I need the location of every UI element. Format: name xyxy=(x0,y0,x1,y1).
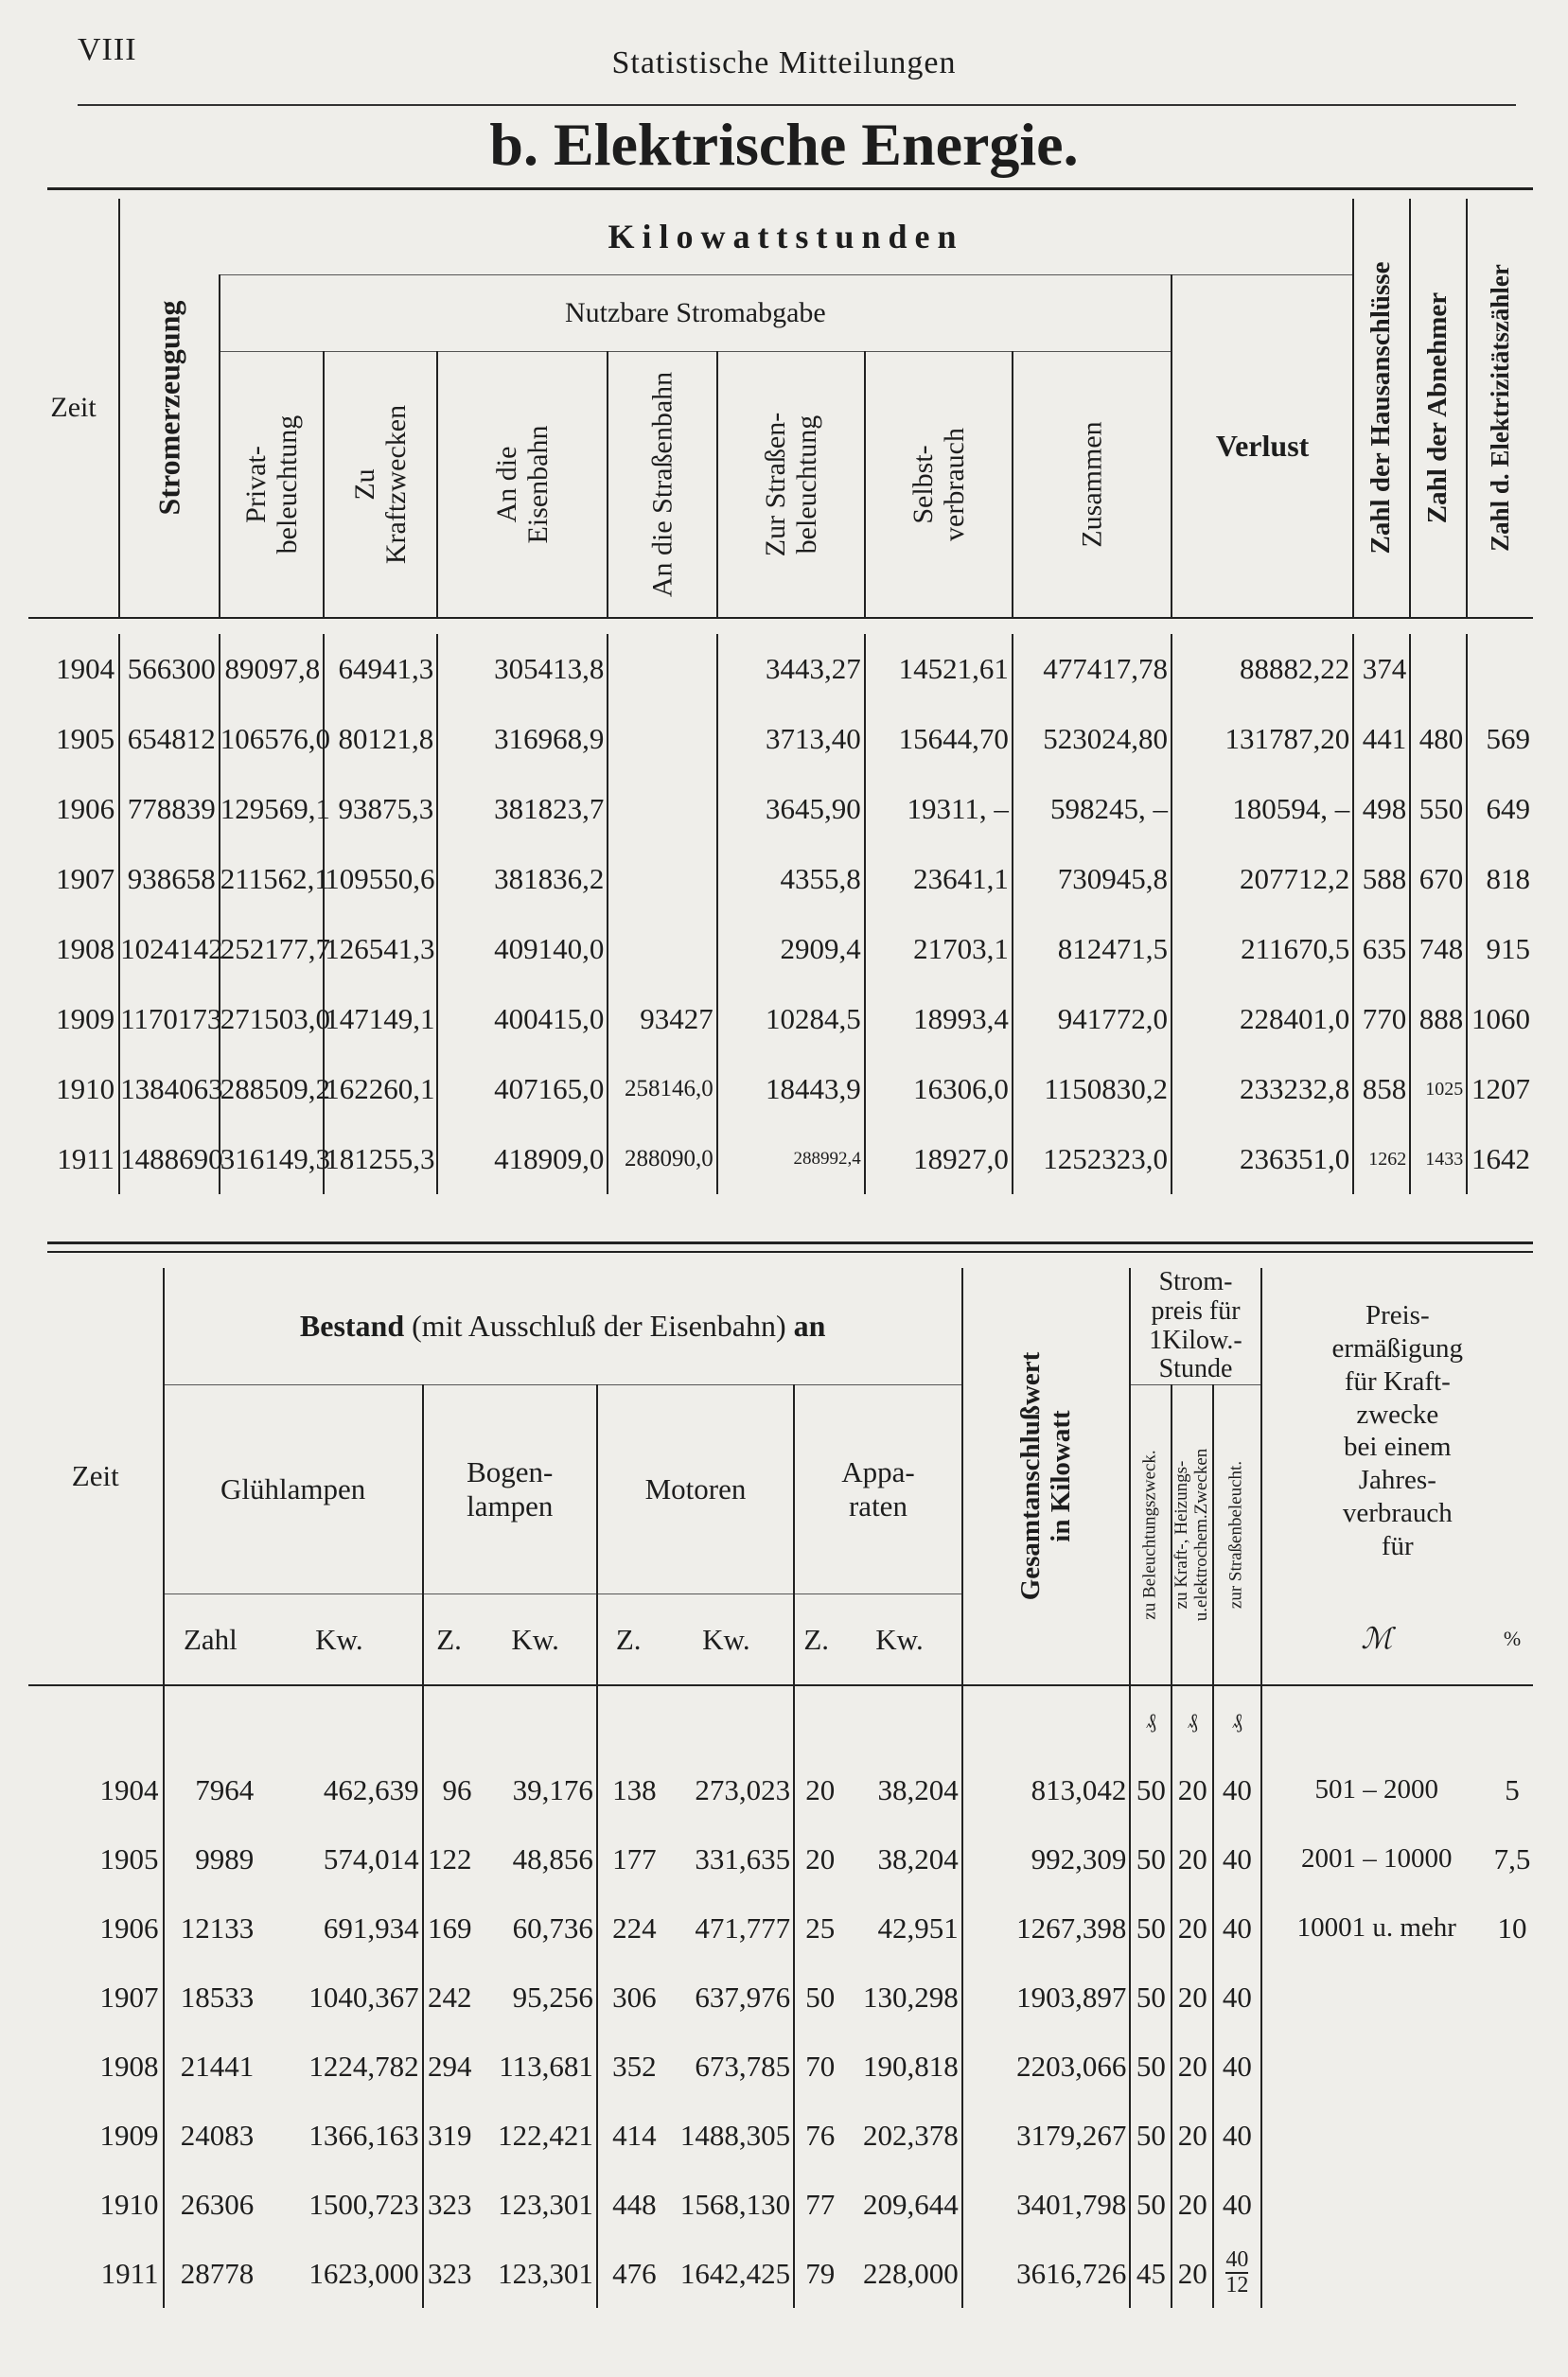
cell-m_z: 138 xyxy=(597,1755,660,1824)
cell-b_z: 294 xyxy=(423,2032,475,2101)
col-selbstverbrauch-header: Selbst- verbrauch xyxy=(865,352,1013,619)
cell-a_kw: 209,644 xyxy=(863,2187,959,2221)
cell-p_str: 40 xyxy=(1213,1893,1260,1963)
cell-verlust: 207712,2 xyxy=(1172,844,1353,914)
cell-strassenbel: 3645,90 xyxy=(717,774,865,844)
cell-privat: 316149,3 xyxy=(220,1124,324,1194)
table-row xyxy=(28,2032,1533,2101)
cell-strassenbahn: 288090,0 xyxy=(608,1124,716,1194)
cell-g_kw: 1623,000 xyxy=(308,2256,419,2290)
cell-m_z: 352 xyxy=(597,2032,660,2101)
cell-a_kw: 38,204 xyxy=(877,1841,959,1875)
cell-m_kw: 1488,305 xyxy=(679,2118,791,2152)
col-strassenbahn-header: An die Straßenbahn xyxy=(608,352,716,619)
cell-privat: 252177,7 xyxy=(220,914,324,984)
cell-gesamt: 813,042 xyxy=(962,1755,1131,1824)
cell-strassenbahn xyxy=(608,634,716,704)
cell-erzeugung: 1024142 xyxy=(119,914,220,984)
cell-gesamt: 3401,798 xyxy=(962,2170,1131,2239)
cell-haus: 498 xyxy=(1353,774,1410,844)
cell-g_zahl: 21441 xyxy=(164,2032,257,2101)
cell-b_z: 323 xyxy=(423,2170,475,2239)
inventory-table xyxy=(28,1268,1533,2308)
cell-a_z: 20 xyxy=(794,1755,837,1824)
cell-abnehmer: 480 xyxy=(1410,704,1467,774)
cell-strassenbahn xyxy=(608,704,716,774)
cell-year: 1906 xyxy=(99,1910,159,1945)
section-title: b. Elektrische Energie. xyxy=(489,111,1079,178)
col-kraft-header: Zu Kraftzwecken xyxy=(324,352,437,619)
cell-kraft: 80121,8 xyxy=(324,704,437,774)
table-row xyxy=(28,914,1533,984)
cell-m_kw: 673,785 xyxy=(695,2049,791,2083)
cell-erzeugung: 1384063 xyxy=(119,1054,220,1124)
cell-m_kw: 637,976 xyxy=(695,1980,791,2014)
cell-m_z: 414 xyxy=(597,2101,660,2170)
cell-kraft: 162260,1 xyxy=(324,1054,437,1124)
cell-p_bel: 50 xyxy=(1130,2101,1172,2170)
cell-p_kraft: 20 xyxy=(1172,1893,1213,1963)
cell-pct xyxy=(1491,2239,1533,2308)
cell-strassenbahn xyxy=(608,914,716,984)
cell-a_z: 25 xyxy=(794,1893,837,1963)
sub-z-header: Z. xyxy=(423,1594,475,1686)
cell-m_z: 306 xyxy=(597,1963,660,2032)
cell-year: 1910 xyxy=(99,2187,159,2221)
cell-verlust: 236351,0 xyxy=(1172,1124,1353,1194)
cell-p_bel: 50 xyxy=(1130,1963,1172,2032)
cell-selbst: 21703,1 xyxy=(865,914,1013,984)
table-row xyxy=(28,2101,1533,2170)
col-stromerzeugung-header: Stromerzeugung xyxy=(119,199,220,618)
sub-kraft-header: zu Kraft-, Heizungs- u.elektrochem.Zwecken xyxy=(1172,1385,1213,1686)
cell-zaehler xyxy=(1467,634,1533,704)
table-separator-rule-thin xyxy=(47,1251,1533,1253)
cell-haus: 588 xyxy=(1353,844,1410,914)
cell-b_kw: 39,176 xyxy=(512,1772,593,1806)
cell-strassenbel: 2909,4 xyxy=(717,914,865,984)
cell-strassenbel: 18443,9 xyxy=(717,1054,865,1124)
cell-a_kw: 38,204 xyxy=(877,1772,959,1806)
cell-a_z: 77 xyxy=(794,2170,837,2239)
cell-p_bel: 45 xyxy=(1130,2239,1172,2308)
sub-kw-header: Kw. xyxy=(837,1594,962,1686)
cell-range: 501 – 2000 xyxy=(1261,1755,1491,1824)
cell-year: 1908 xyxy=(99,2049,159,2083)
cell-strassenbel: 3713,40 xyxy=(717,704,865,774)
table-row xyxy=(28,634,1533,704)
cell-g_zahl: 7964 xyxy=(164,1755,257,1824)
cell-year: 1911 xyxy=(57,1142,115,1175)
unit-percent-header: % xyxy=(1491,1594,1533,1686)
cell-eisenbahn: 305413,8 xyxy=(437,634,608,704)
cell-pct: 7,5 xyxy=(1493,1841,1531,1875)
cell-privat: 89097,8 xyxy=(220,634,324,704)
cell-strassenbahn: 93427 xyxy=(608,984,716,1054)
table-row xyxy=(28,1054,1533,1124)
sub-kw-header: Kw. xyxy=(256,1594,422,1686)
cell-erzeugung: 654812 xyxy=(119,704,220,774)
cell-kraft: 64941,3 xyxy=(324,634,437,704)
cell-p_str: 40 xyxy=(1213,2032,1260,2101)
energy-table xyxy=(28,199,1533,1194)
cell-gesamt: 1267,398 xyxy=(962,1893,1131,1963)
cell-p_str-fraction xyxy=(1213,2239,1260,2308)
cell-privat: 106576,0 xyxy=(220,704,324,774)
cell-selbst: 14521,61 xyxy=(865,634,1013,704)
cell-zaehler: 818 xyxy=(1467,844,1533,914)
cell-year: 1908 xyxy=(56,932,115,965)
cell-eisenbahn: 407165,0 xyxy=(437,1054,608,1124)
cell-m_kw: 471,777 xyxy=(695,1910,791,1945)
cell-strassenbahn xyxy=(608,774,716,844)
cell-eisenbahn: 381823,7 xyxy=(437,774,608,844)
cell-privat: 129569,1 xyxy=(220,774,324,844)
group-nutzbare-stromabgabe: Nutzbare Stromabgabe xyxy=(220,275,1172,352)
cell-verlust: 131787,20 xyxy=(1172,704,1353,774)
cell-abnehmer: 1433 xyxy=(1410,1124,1467,1194)
cell-m_z: 224 xyxy=(597,1893,660,1963)
table-row xyxy=(28,1963,1533,2032)
cell-year: 1907 xyxy=(56,862,115,895)
cell-erzeugung: 778839 xyxy=(119,774,220,844)
cell-range xyxy=(1261,2170,1491,2239)
cell-g_zahl: 9989 xyxy=(164,1824,257,1893)
unit-pf: ₰ xyxy=(1172,1685,1213,1755)
cell-eisenbahn: 418909,0 xyxy=(437,1124,608,1194)
cell-erzeugung: 566300 xyxy=(119,634,220,704)
cell-zaehler: 649 xyxy=(1467,774,1533,844)
cell-g_zahl: 26306 xyxy=(164,2170,257,2239)
cell-m_kw: 1568,130 xyxy=(679,2187,791,2221)
cell-m_z: 177 xyxy=(597,1824,660,1893)
cell-a_kw: 130,298 xyxy=(863,1980,959,2014)
cell-year: 1904 xyxy=(56,652,115,685)
cell-p_bel: 50 xyxy=(1130,1755,1172,1824)
cell-selbst: 18993,4 xyxy=(865,984,1013,1054)
cell-strassenbahn: 258146,0 xyxy=(608,1054,716,1124)
group-kilowattstunden: Kilowattstunden xyxy=(220,199,1353,275)
cell-m_z: 476 xyxy=(597,2239,660,2308)
cell-year: 1906 xyxy=(56,792,115,825)
cell-kraft: 181255,3 xyxy=(324,1124,437,1194)
cell-p_str: 40 xyxy=(1213,2101,1260,2170)
cell-year: 1905 xyxy=(99,1841,159,1875)
sub-strassen-header: zur Straßenbeleucht. xyxy=(1213,1385,1260,1686)
table-row xyxy=(28,1124,1533,1194)
cell-a_z: 50 xyxy=(794,1963,837,2032)
table-row xyxy=(28,1893,1533,1963)
cell-a_kw: 202,378 xyxy=(863,2118,959,2152)
cell-range xyxy=(1261,2239,1491,2308)
col-privat-header: Privat- beleuchtung xyxy=(220,352,324,619)
cell-m_kw: 273,023 xyxy=(695,1772,791,1806)
cell-abnehmer: 670 xyxy=(1410,844,1467,914)
cell-p_str: 40 xyxy=(1213,1755,1260,1824)
cell-haus: 770 xyxy=(1353,984,1410,1054)
cell-p_bel: 50 xyxy=(1130,1824,1172,1893)
sub-kw-header: Kw. xyxy=(660,1594,795,1686)
table-separator-rule xyxy=(47,1241,1533,1244)
cell-haus: 635 xyxy=(1353,914,1410,984)
cell-zaehler: 1642 xyxy=(1467,1124,1533,1194)
cell-b_kw: 48,856 xyxy=(512,1841,593,1875)
cell-abnehmer: 1025 xyxy=(1410,1054,1467,1124)
cell-abnehmer xyxy=(1410,634,1467,704)
table-row xyxy=(28,704,1533,774)
cell-zusammen: 941772,0 xyxy=(1013,984,1172,1054)
col-zusammen-header: Zusammen xyxy=(1013,352,1172,619)
table-row xyxy=(28,844,1533,914)
cell-p_kraft: 20 xyxy=(1172,1963,1213,2032)
cell-privat: 211562,1 xyxy=(220,844,324,914)
col-eisenbahn-header: An die Eisenbahn xyxy=(437,352,608,619)
col-gesamtanschlusswert-header: Gesamtanschlußwert in Kilowatt xyxy=(962,1268,1131,1685)
cell-gesamt: 1903,897 xyxy=(962,1963,1131,2032)
cell-p_kraft: 20 xyxy=(1172,2239,1213,2308)
cell-b_kw: 123,301 xyxy=(498,2256,593,2290)
cell-g_kw: 1040,367 xyxy=(308,1980,419,2014)
cell-p_bel: 50 xyxy=(1130,2032,1172,2101)
cell-year: 1904 xyxy=(99,1772,159,1806)
unit-pf: ₰ xyxy=(1130,1685,1172,1755)
cell-selbst: 19311, – xyxy=(865,774,1013,844)
cell-verlust: 233232,8 xyxy=(1172,1054,1353,1124)
cell-zusammen: 598245, – xyxy=(1013,774,1172,844)
cell-p_str: 40 xyxy=(1213,2170,1260,2239)
cell-a_z: 76 xyxy=(794,2101,837,2170)
col-gluehlampen-header: Glühlampen xyxy=(164,1385,423,1594)
cell-g_kw: 691,934 xyxy=(323,1910,419,1945)
t2-col-zeit-header: Zeit xyxy=(28,1268,164,1685)
cell-strassenbel: 288992,4 xyxy=(717,1124,865,1194)
cell-selbst: 18927,0 xyxy=(865,1124,1013,1194)
cell-eisenbahn: 316968,9 xyxy=(437,704,608,774)
header-rule xyxy=(78,104,1516,106)
table1-top-rule xyxy=(47,187,1533,190)
unit-mark-header: ℳ xyxy=(1261,1594,1491,1686)
cell-pct: 10 xyxy=(1497,1910,1527,1945)
cell-abnehmer: 888 xyxy=(1410,984,1467,1054)
cell-p_kraft: 20 xyxy=(1172,2101,1213,2170)
cell-haus: 441 xyxy=(1353,704,1410,774)
cell-zusammen: 1252323,0 xyxy=(1013,1124,1172,1194)
cell-p_str: 40 xyxy=(1213,1824,1260,1893)
cell-abnehmer: 748 xyxy=(1410,914,1467,984)
cell-zusammen: 523024,80 xyxy=(1013,704,1172,774)
col-motoren-header: Motoren xyxy=(597,1385,794,1594)
cell-erzeugung: 1170173 xyxy=(119,984,220,1054)
col-bogenlampen-header: Bogen- lampen xyxy=(423,1385,597,1594)
cell-p_kraft: 20 xyxy=(1172,1824,1213,1893)
cell-b_kw: 113,681 xyxy=(499,2049,593,2083)
col-verlust-header: Verlust xyxy=(1172,275,1353,619)
cell-zusammen: 477417,78 xyxy=(1013,634,1172,704)
cell-gesamt: 992,309 xyxy=(962,1824,1131,1893)
table-row xyxy=(28,1824,1533,1893)
cell-p_kraft: 20 xyxy=(1172,1755,1213,1824)
cell-range: 10001 u. mehr xyxy=(1261,1893,1491,1963)
cell-b_z: 242 xyxy=(423,1963,475,2032)
table-row xyxy=(28,1755,1533,1824)
cell-g_zahl: 28778 xyxy=(164,2239,257,2308)
table-row xyxy=(28,774,1533,844)
sub-beleuchtung-header: zu Beleuchtungszweck. xyxy=(1130,1385,1172,1686)
col-apparaten-header: Appa- raten xyxy=(794,1385,962,1594)
cell-selbst: 16306,0 xyxy=(865,1054,1013,1124)
cell-erzeugung: 1488690 xyxy=(119,1124,220,1194)
cell-b_kw: 95,256 xyxy=(512,1980,593,2014)
fraction-top: 40 xyxy=(1225,2248,1248,2274)
cell-strassenbel: 4355,8 xyxy=(717,844,865,914)
cell-g_kw: 462,639 xyxy=(323,1772,419,1806)
cell-b_z: 96 xyxy=(423,1755,475,1824)
cell-verlust: 211670,5 xyxy=(1172,914,1353,984)
cell-strassenbahn xyxy=(608,844,716,914)
cell-m_kw: 1642,425 xyxy=(679,2256,791,2290)
cell-eisenbahn: 409140,0 xyxy=(437,914,608,984)
cell-m_z: 448 xyxy=(597,2170,660,2239)
cell-verlust: 228401,0 xyxy=(1172,984,1353,1054)
cell-gesamt: 3616,726 xyxy=(962,2239,1131,2308)
cell-gesamt: 3179,267 xyxy=(962,2101,1131,2170)
cell-p_kraft: 20 xyxy=(1172,2170,1213,2239)
cell-zaehler: 1060 xyxy=(1467,984,1533,1054)
cell-abnehmer: 550 xyxy=(1410,774,1467,844)
sub-zahl-header: Zahl xyxy=(164,1594,257,1686)
cell-zaehler: 569 xyxy=(1467,704,1533,774)
sub-kw-header: Kw. xyxy=(474,1594,596,1686)
cell-a_z: 70 xyxy=(794,2032,837,2101)
cell-g_zahl: 18533 xyxy=(164,1963,257,2032)
cell-a_z: 20 xyxy=(794,1824,837,1893)
cell-zusammen: 812471,5 xyxy=(1013,914,1172,984)
cell-g_zahl: 24083 xyxy=(164,2101,257,2170)
cell-b_z: 323 xyxy=(423,2239,475,2308)
cell-a_z: 79 xyxy=(794,2239,837,2308)
cell-p_bel: 50 xyxy=(1130,1893,1172,1963)
cell-selbst: 15644,70 xyxy=(865,704,1013,774)
running-head: Statistische Mitteilungen xyxy=(611,45,957,80)
table-row xyxy=(28,2239,1533,2308)
cell-a_kw: 228,000 xyxy=(863,2256,959,2290)
cell-b_z: 122 xyxy=(423,1824,475,1893)
cell-eisenbahn: 381836,2 xyxy=(437,844,608,914)
cell-strassenbel: 3443,27 xyxy=(717,634,865,704)
cell-range xyxy=(1261,1963,1491,2032)
cell-privat: 288509,2 xyxy=(220,1054,324,1124)
cell-eisenbahn: 400415,0 xyxy=(437,984,608,1054)
cell-range xyxy=(1261,2101,1491,2170)
col-zaehler-header: Zahl d. Elektrizitätszähler xyxy=(1467,199,1533,618)
cell-p_kraft: 20 xyxy=(1172,2032,1213,2101)
cell-kraft: 109550,6 xyxy=(324,844,437,914)
cell-g_kw: 574,014 xyxy=(323,1841,419,1875)
cell-year: 1907 xyxy=(99,1980,159,2014)
cell-g_kw: 1500,723 xyxy=(308,2187,419,2221)
cell-g_zahl: 12133 xyxy=(164,1893,257,1963)
cell-range: 2001 – 10000 xyxy=(1261,1824,1491,1893)
cell-pct xyxy=(1491,2101,1533,2170)
cell-pct xyxy=(1491,2170,1533,2239)
cell-a_kw: 42,951 xyxy=(877,1910,959,1945)
cell-kraft: 93875,3 xyxy=(324,774,437,844)
sub-z-header: Z. xyxy=(794,1594,837,1686)
cell-b_z: 319 xyxy=(423,2101,475,2170)
table-row xyxy=(28,984,1533,1054)
col-preisermaessigung-header: Preis- ermäßigung für Kraft- zwecke bei einem Jahres- verbrauch für xyxy=(1261,1268,1533,1594)
cell-year: 1909 xyxy=(56,1002,115,1035)
cell-b_kw: 60,736 xyxy=(512,1910,593,1945)
cell-haus: 858 xyxy=(1353,1054,1410,1124)
cell-haus: 1262 xyxy=(1353,1124,1410,1194)
cell-b_kw: 122,421 xyxy=(498,2118,593,2152)
cell-privat: 271503,0 xyxy=(220,984,324,1054)
cell-p_bel: 50 xyxy=(1130,2170,1172,2239)
cell-pct xyxy=(1491,2032,1533,2101)
cell-strassenbel: 10284,5 xyxy=(717,984,865,1054)
cell-kraft: 147149,1 xyxy=(324,984,437,1054)
cell-year: 1911 xyxy=(100,2256,159,2290)
cell-a_kw: 190,818 xyxy=(863,2049,959,2083)
cell-year: 1909 xyxy=(99,2118,159,2152)
cell-b_z: 169 xyxy=(423,1893,475,1963)
fraction-bottom: 12 xyxy=(1225,2272,1249,2298)
col-hausanschluesse-header: Zahl der Hausanschlüsse xyxy=(1353,199,1410,618)
cell-b_kw: 123,301 xyxy=(498,2187,593,2221)
cell-m_kw: 331,635 xyxy=(695,1841,791,1875)
table-row xyxy=(28,2170,1533,2239)
cell-pct: 5 xyxy=(1505,1772,1520,1806)
cell-zusammen: 730945,8 xyxy=(1013,844,1172,914)
cell-zaehler: 915 xyxy=(1467,914,1533,984)
cell-zusammen: 1150830,2 xyxy=(1013,1054,1172,1124)
cell-pct xyxy=(1491,1963,1533,2032)
cell-year: 1910 xyxy=(56,1072,115,1105)
cell-haus: 374 xyxy=(1353,634,1410,704)
cell-range xyxy=(1261,2032,1491,2101)
cell-erzeugung: 938658 xyxy=(119,844,220,914)
col-abnehmer-header: Zahl der Abnehmer xyxy=(1410,199,1467,618)
page-number: VIII xyxy=(78,32,137,67)
cell-verlust: 180594, – xyxy=(1172,774,1353,844)
unit-pf: ₰ xyxy=(1213,1685,1260,1755)
cell-zaehler: 1207 xyxy=(1467,1054,1533,1124)
cell-g_kw: 1366,163 xyxy=(308,2118,419,2152)
cell-p_str: 40 xyxy=(1213,1963,1260,2032)
cell-g_kw: 1224,782 xyxy=(308,2049,419,2083)
col-zeit-header: Zeit xyxy=(28,199,119,618)
cell-selbst: 23641,1 xyxy=(865,844,1013,914)
cell-gesamt: 2203,066 xyxy=(962,2032,1131,2101)
cell-verlust: 88882,22 xyxy=(1172,634,1353,704)
col-strassenbeleuchtung-header: Zur Straßen- beleuchtung xyxy=(717,352,865,619)
sub-z-header: Z. xyxy=(597,1594,660,1686)
cell-year: 1905 xyxy=(56,722,115,755)
group-strompreis: Strom- preis für 1Kilow.- Stunde xyxy=(1130,1268,1260,1385)
group-bestand: Bestand (mit Ausschluß der Eisenbahn) an xyxy=(164,1268,962,1385)
cell-kraft: 126541,3 xyxy=(324,914,437,984)
